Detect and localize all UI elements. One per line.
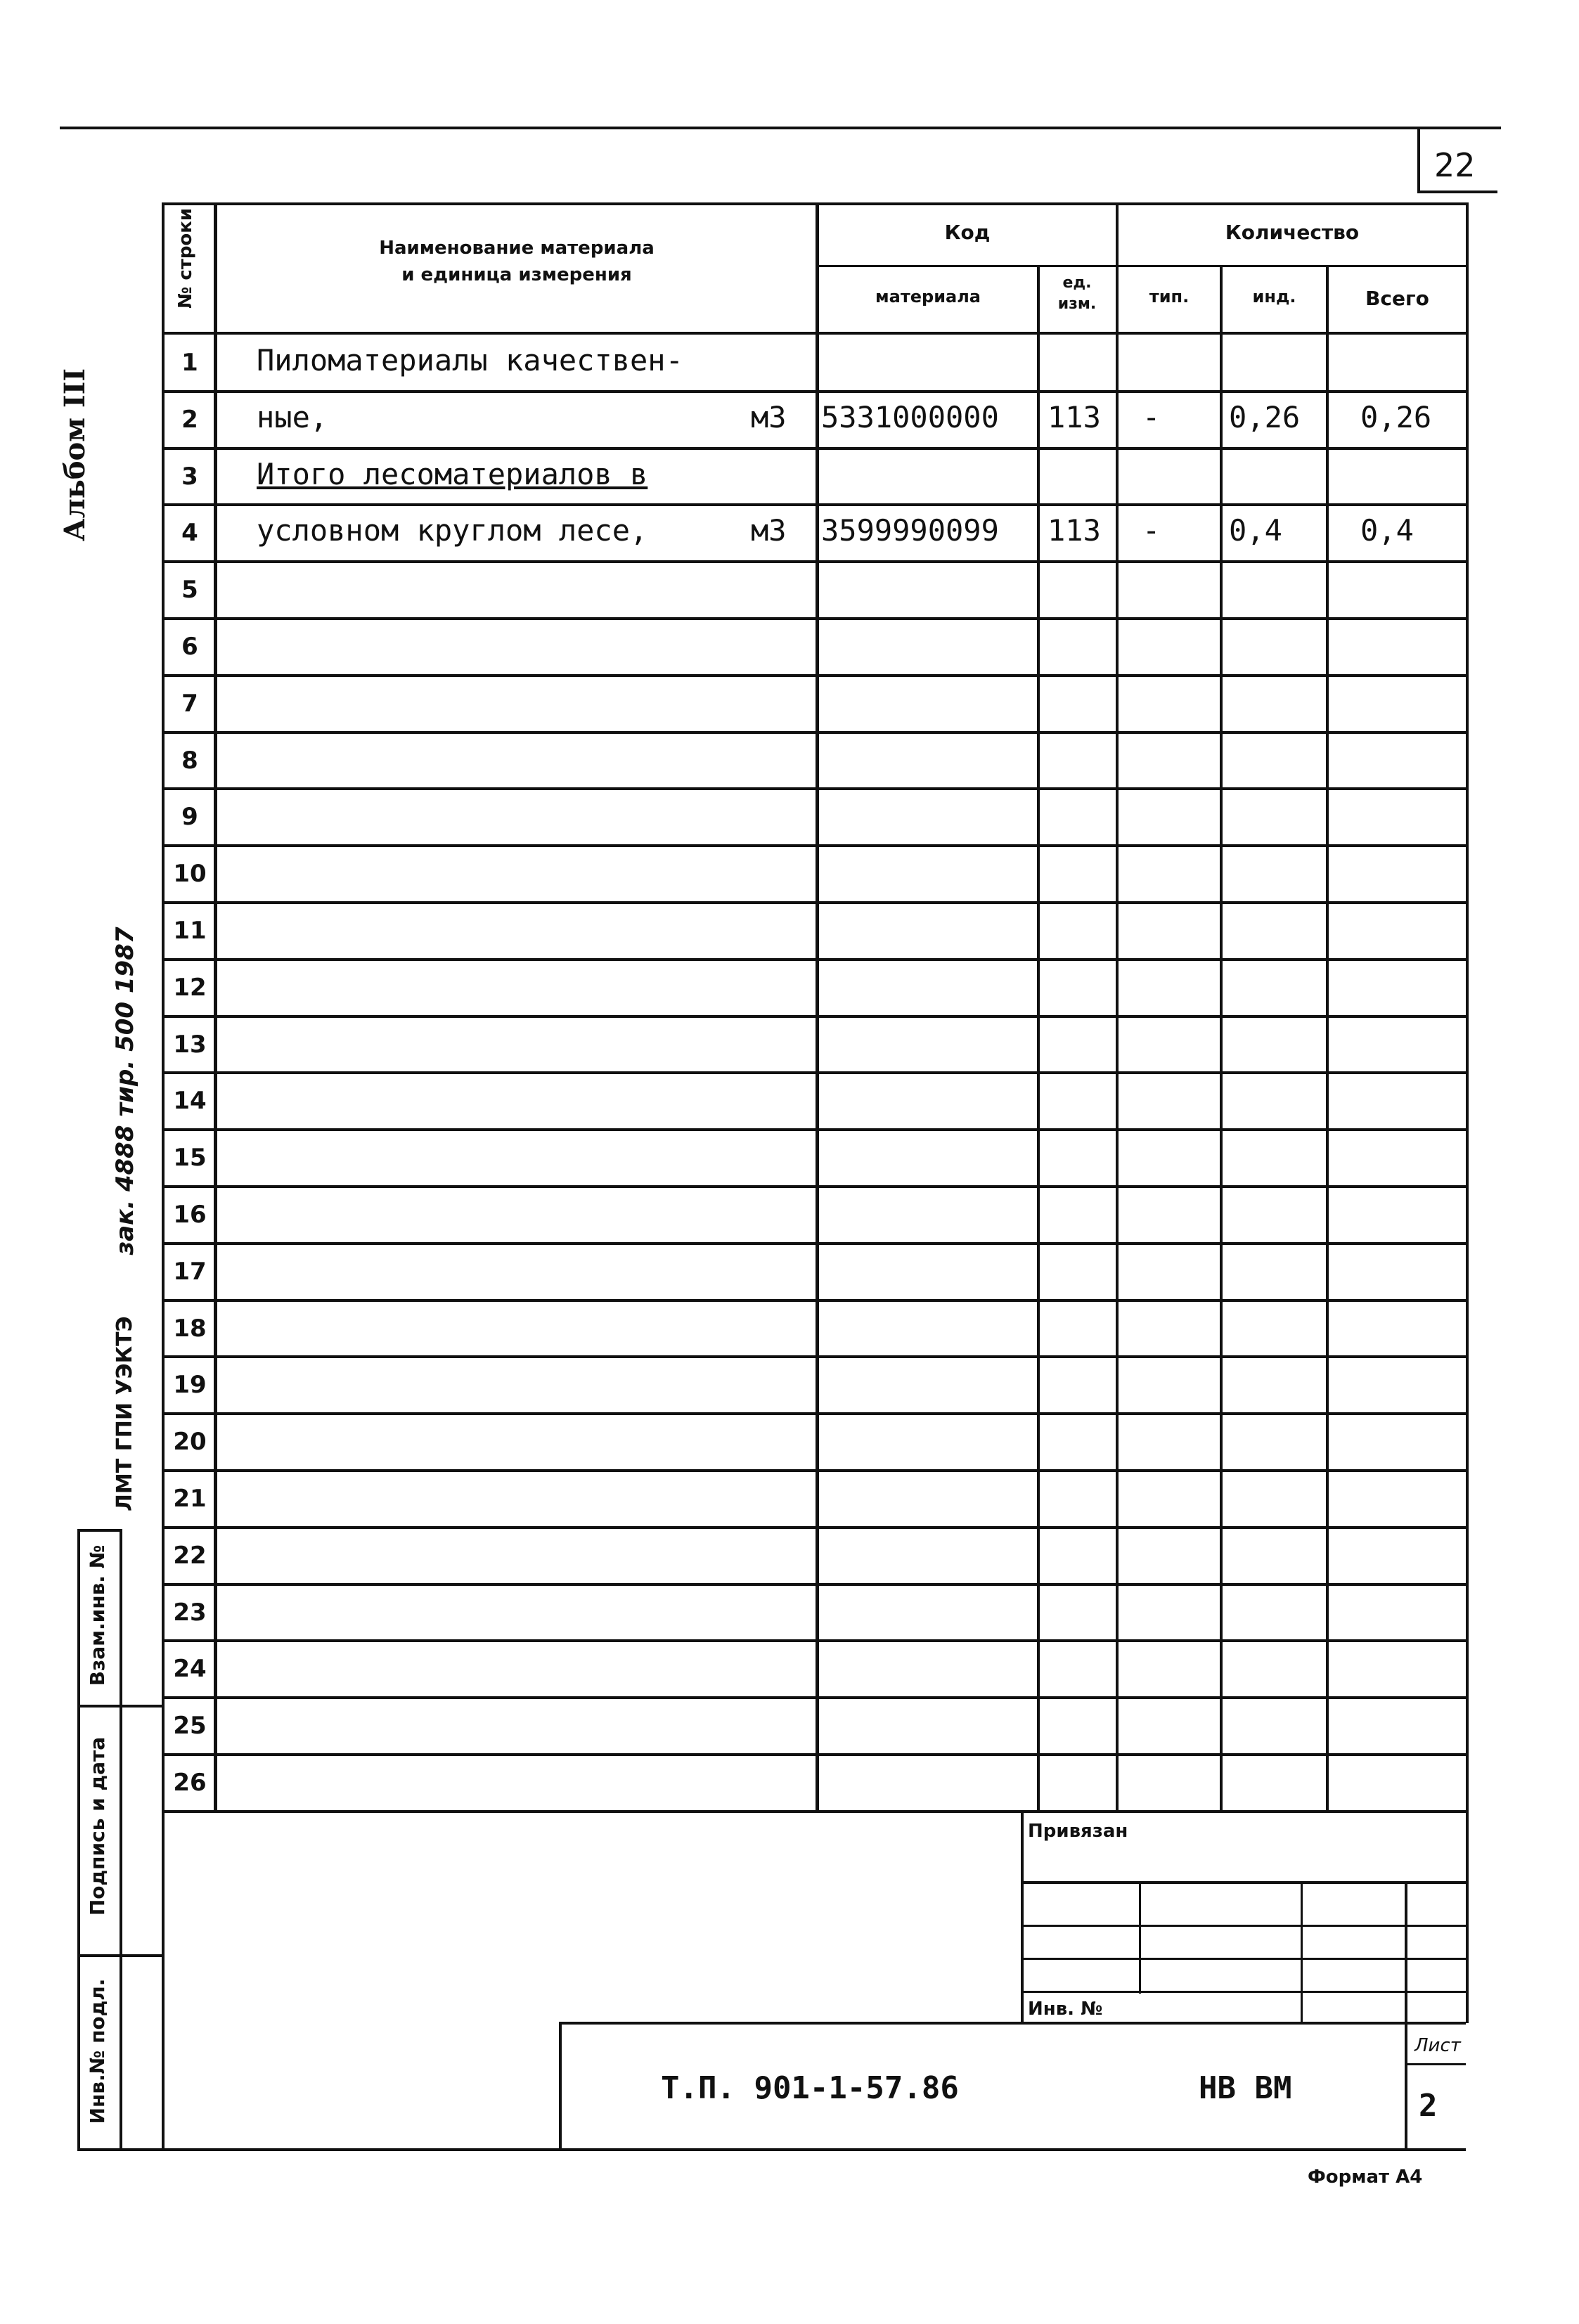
row-number: 22 <box>173 1541 207 1570</box>
table-left <box>162 202 165 2150</box>
header-qty: Количество <box>1225 221 1360 244</box>
row-number: 16 <box>173 1201 207 1229</box>
cell-unit: м3 <box>751 513 787 548</box>
row-number: 5 <box>181 576 198 605</box>
cell-typ: - <box>1142 399 1161 434</box>
row-line <box>162 1242 1466 1245</box>
cell-name: Пиломатериалы качествен- <box>257 343 683 377</box>
row-number: 23 <box>173 1598 207 1627</box>
stamp-order: зак. 4888 тир. 500 1987 <box>111 927 139 1255</box>
cell-code: 5331000000 <box>821 399 999 434</box>
margin-label-vzam: Взам.инв. № <box>86 1544 109 1686</box>
header-name-line1: Наименование материала <box>379 238 655 259</box>
header-code: Код <box>944 221 991 244</box>
row-number: 20 <box>173 1428 207 1457</box>
row-line <box>162 901 1466 904</box>
tb-line <box>1021 1925 1466 1927</box>
row-line <box>162 1639 1466 1642</box>
row-line <box>162 617 1466 620</box>
margin-line <box>77 1529 80 2151</box>
margin-line <box>77 1705 165 1708</box>
cell-ind: 0,26 <box>1229 399 1301 434</box>
cell-name: Итого лесоматериалов в <box>257 456 648 491</box>
cell-unit-code: 113 <box>1048 513 1101 548</box>
row-line <box>162 1753 1466 1756</box>
header-qty-ind: инд. <box>1252 287 1296 306</box>
row-number: 8 <box>181 746 198 775</box>
row-line <box>162 1128 1466 1131</box>
row-line <box>162 1810 1466 1813</box>
tb-line <box>1021 1881 1466 1884</box>
tb-sheet-label: Лист <box>1414 2035 1461 2056</box>
page-number-box-left <box>1417 127 1420 193</box>
format-label: Формат А4 <box>1308 2167 1423 2188</box>
cell-unit-code: 113 <box>1048 399 1101 434</box>
cell-unit: м3 <box>751 399 787 434</box>
row-number: 4 <box>181 519 198 548</box>
row-number: 25 <box>173 1712 207 1741</box>
cell-ind: 0,4 <box>1229 513 1282 548</box>
margin-line <box>120 1529 122 2151</box>
row-line <box>162 1583 1466 1586</box>
tb-line <box>1301 1881 1303 2025</box>
tb-line <box>1021 1991 1466 1993</box>
row-number: 12 <box>173 973 207 1002</box>
cell-name: условном круглом лесе, <box>257 513 648 548</box>
row-number: 13 <box>173 1030 207 1059</box>
header-row-number: № строки <box>175 207 196 309</box>
row-number: 24 <box>173 1655 207 1684</box>
tb-designation: Т.П. 901-1-57.86 <box>661 2070 959 2106</box>
margin-label-podpis: Подпись и дата <box>86 1736 109 1916</box>
tb-line <box>559 2022 562 2151</box>
header-code-unit: ед. изм. <box>1057 274 1097 313</box>
table-right <box>1466 202 1469 1812</box>
row-line <box>162 731 1466 734</box>
row-line <box>162 1526 1466 1529</box>
row-line <box>162 958 1466 961</box>
margin-label-inv: Инв.№ подл. <box>86 1978 109 2124</box>
col-line-ind <box>1220 265 1223 1812</box>
row-number: 19 <box>173 1371 207 1400</box>
margin-line <box>77 2148 165 2151</box>
row-line <box>162 844 1466 847</box>
row-line <box>162 1071 1466 1074</box>
row-number: 3 <box>181 462 198 491</box>
row-line <box>162 560 1466 563</box>
row-number: 10 <box>173 860 207 889</box>
top-rule <box>60 127 1501 129</box>
tb-line <box>1405 1881 1407 2151</box>
row-line <box>162 1015 1466 1018</box>
row-line <box>162 503 1466 506</box>
tb-inv-no: Инв. № <box>1028 1999 1103 2020</box>
row-line <box>162 787 1466 790</box>
tb-line <box>1139 1881 1141 1994</box>
row-line <box>162 1185 1466 1188</box>
stamp-org: ЛМТ ГПИ УЭКТЭ <box>112 1316 137 1511</box>
margin-line <box>77 1954 165 1957</box>
row-number: 11 <box>173 917 207 945</box>
row-number: 9 <box>181 803 198 832</box>
row-line <box>162 674 1466 677</box>
row-number: 21 <box>173 1485 207 1513</box>
tb-line <box>1405 2063 1466 2065</box>
col-line-total <box>1326 265 1329 1812</box>
row-number: 14 <box>173 1087 207 1116</box>
cell-total: 0,26 <box>1360 399 1432 434</box>
row-number: 1 <box>181 349 198 377</box>
header-qty-typ: тип. <box>1149 287 1190 306</box>
col-line-code <box>816 202 819 1812</box>
row-number: 2 <box>181 405 198 434</box>
row-line <box>162 390 1466 393</box>
row-line <box>162 1355 1466 1358</box>
header-subline <box>816 265 1466 267</box>
row-line <box>162 1696 1466 1699</box>
header-code-material: материала <box>875 287 981 306</box>
cell-typ: - <box>1142 513 1161 548</box>
row-line <box>162 1469 1466 1472</box>
row-number: 6 <box>181 633 198 661</box>
tb-sheet-value: 2 <box>1419 2088 1438 2124</box>
album-label: Альбом III <box>58 368 91 542</box>
row-number: 26 <box>173 1769 207 1797</box>
tb-privyazan: Привязан <box>1028 1821 1128 1842</box>
row-line <box>162 447 1466 450</box>
col-line-rowno <box>214 202 217 1812</box>
table-top <box>162 202 1466 205</box>
header-bottom <box>162 332 1466 335</box>
page-number: 22 <box>1434 146 1476 184</box>
row-number: 18 <box>173 1314 207 1343</box>
header-qty-total: Всего <box>1365 287 1429 310</box>
row-number: 17 <box>173 1257 207 1286</box>
row-number: 15 <box>173 1144 207 1173</box>
tb-doc-code: НВ ВМ <box>1199 2070 1292 2106</box>
page-number-box-bottom <box>1417 191 1497 193</box>
tb-line <box>1021 1958 1466 1960</box>
row-line <box>162 1299 1466 1302</box>
cell-code: 3599990099 <box>821 513 999 548</box>
tb-line <box>162 2148 1466 2151</box>
cell-name: ные, <box>257 399 328 434</box>
tb-line <box>559 2022 1466 2025</box>
tb-line <box>1466 1812 1469 2023</box>
col-line-unit <box>1037 265 1040 1812</box>
header-name-line2: и единица измерения <box>401 264 632 285</box>
cell-total: 0,4 <box>1360 513 1414 548</box>
row-number: 7 <box>181 689 198 718</box>
row-line <box>162 1412 1466 1415</box>
col-line-qty <box>1116 202 1119 1812</box>
